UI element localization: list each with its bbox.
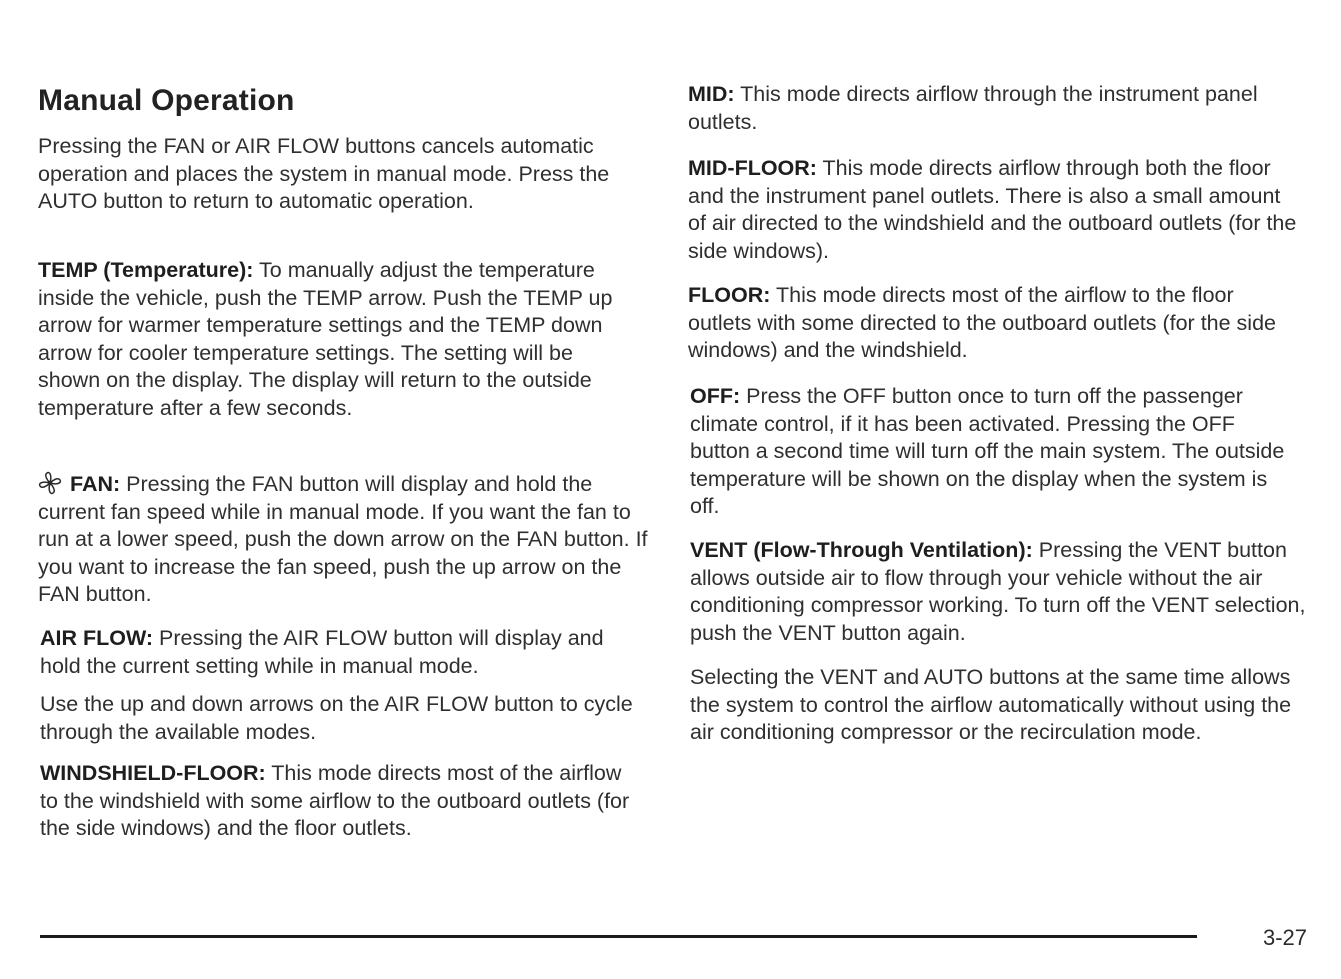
floor-paragraph: [688, 282, 1288, 365]
vent-paragraph: [690, 537, 1306, 647]
intro-paragraph: [38, 133, 628, 216]
page-number: 3-27: [1262, 925, 1307, 950]
mid-text: This mode directs airflow through the instrument panel outlets.: [688, 82, 1258, 134]
vent-auto-note-text: Selecting the VENT and AUTO buttons at the same time allows the system to control the airflow automatically without using the air conditioning compressor or the recirculation mode.: [690, 665, 1292, 744]
temp-text: To manually adjust the temperature inside the vehicle, push the TEMP arrow. Push the TEMP up arrow for warmer temperature settings and the TEMP down arrow for cooler temperature settings. The setting will be shown on the display. The display will return to the outside temperature after a few seconds.: [38, 258, 613, 420]
windshield-floor-text: This mode directs most of the airflow to the windshield with some airflow to the outboard outlets (for the side windows) and the floor outlets.: [40, 761, 630, 840]
mid-term: MID:: [688, 82, 735, 106]
fan-icon: [38, 471, 62, 495]
air-flow-term: AIR FLOW:: [40, 626, 154, 650]
arrows-note-paragraph: [40, 691, 640, 746]
vent-term: VENT (Flow-Through Ventilation):: [690, 538, 1033, 562]
vent-auto-note-paragraph: [690, 664, 1306, 747]
floor-text: This mode directs most of the airflow to the floor outlets with some directed to the outboard outlets (for the side windows) and the windshield.: [688, 283, 1276, 362]
intro-text: Pressing the FAN or AIR FLOW buttons cancels automatic operation and places the system in manual mode. Press the AUTO button to return to automatic operation.: [38, 134, 610, 213]
arrows-note-text: Use the up and down arrows on the AIR FLOW button to cycle through the available modes.: [40, 692, 633, 744]
temp-term: TEMP (Temperature):: [38, 258, 254, 282]
mid-floor-text: This mode directs airflow through both the floor and the instrument panel outlets. There is also a small amount of air directed to the windshield and the outboard outlets (for the side windows).: [688, 156, 1297, 263]
footer-divider: [40, 935, 1197, 938]
mid-floor-paragraph: [688, 155, 1298, 265]
fan-paragraph: [38, 471, 650, 609]
vent-text: Pressing the VENT button allows outside air to flow through your vehicle without the air conditioning compressor working. To turn off the VENT selection, push the VENT button again.: [690, 538, 1306, 645]
off-term: OFF:: [690, 384, 741, 408]
off-text: Press the OFF button once to turn off the passenger climate control, if it has been activated. Pressing the OFF button a second time will turn off the main system. The outside temperature will be shown on the display when the system is off.: [690, 384, 1285, 518]
fan-term: FAN:: [70, 472, 121, 496]
page-title: Manual Operation: [38, 84, 295, 117]
mid-floor-term: MID-FLOOR:: [688, 156, 817, 180]
floor-term: FLOOR:: [688, 283, 771, 307]
air-flow-paragraph: [40, 625, 642, 680]
temp-paragraph: [38, 257, 628, 422]
windshield-floor-paragraph: [40, 760, 630, 843]
mid-paragraph: [688, 81, 1288, 136]
off-paragraph: [690, 383, 1290, 521]
air-flow-text: Pressing the AIR FLOW button will display and hold the current setting while in manual mode.: [40, 626, 604, 678]
fan-text: Pressing the FAN button will display and hold the current fan speed while in manual mode. If you want the fan to run at a lower speed, push the down arrow on the FAN button. If you want to increase the fan speed, push the up arrow on the FAN button.: [38, 472, 648, 606]
windshield-floor-term: WINDSHIELD-FLOOR:: [40, 761, 266, 785]
